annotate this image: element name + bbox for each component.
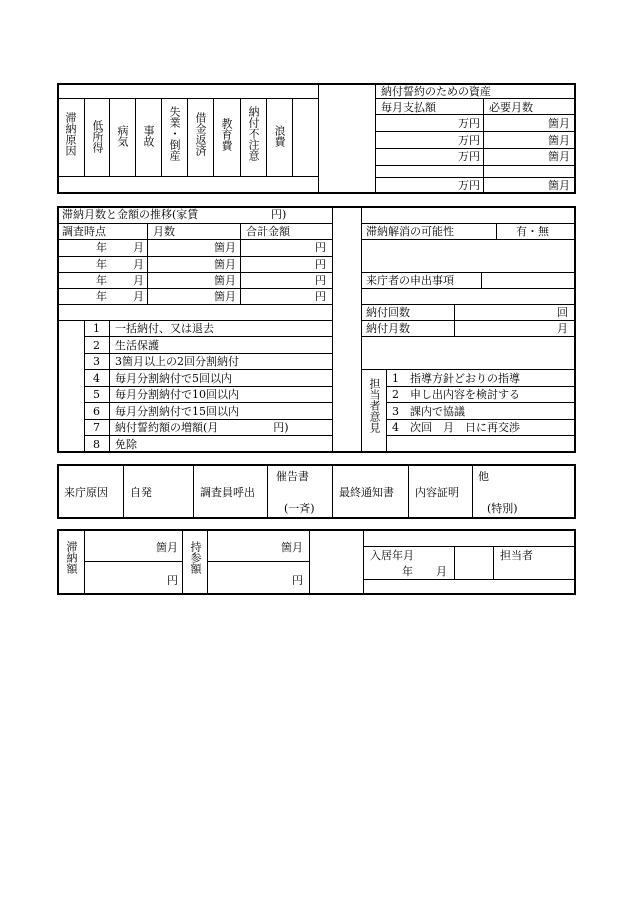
arrears-table [57, 529, 576, 595]
trend-year: 年 [96, 290, 107, 303]
opinion-num: 3 [392, 405, 399, 418]
officer-label: 担当者 [500, 549, 533, 562]
trend-yen: 円 [315, 241, 326, 254]
payment-months-label: 納付月数 [366, 322, 410, 335]
opinion-renegotiate[interactable]: 次回 月 日に再交渉 [410, 421, 520, 434]
reasons-header: 滞納原因 [64, 112, 77, 156]
reason-accident[interactable]: 事故 [142, 125, 155, 147]
reason-waste[interactable]: 浪費 [273, 125, 286, 147]
option-5-installments[interactable]: 毎月分割納付で5回以内 [115, 372, 232, 385]
required-months-label: 必要月数 [489, 101, 533, 114]
reason-illness[interactable]: 病気 [116, 125, 129, 147]
months-unit: 箇月 [548, 134, 570, 147]
payment-count-unit: 回 [557, 306, 568, 319]
option-10-installments[interactable]: 毎月分割納付で10回以内 [115, 388, 239, 401]
option-increase-amount[interactable]: 納付誓約額の増額(月 円) [115, 421, 289, 434]
col-time: 調査時点 [62, 225, 106, 238]
visit-other[interactable]: 他 [478, 470, 489, 483]
option-15-installments[interactable]: 毎月分割納付で15回以内 [115, 405, 239, 418]
monthly-payment-label: 毎月支払額 [381, 101, 436, 114]
visit-certified[interactable]: 内容証明 [415, 486, 459, 499]
reason-carelessness[interactable]: 納付不注意 [247, 106, 260, 161]
reason-unemployment[interactable]: 失業・倒産 [168, 106, 181, 161]
opinion-num: 1 [392, 372, 399, 385]
resolution-value[interactable]: 有・無 [516, 225, 549, 238]
option-num: 6 [93, 405, 100, 418]
opinion-review-request[interactable]: 申し出内容を検討する [410, 388, 520, 401]
reason-low-income[interactable]: 低所得 [91, 120, 104, 153]
col-total: 合計金額 [246, 225, 290, 238]
option-num: 8 [93, 438, 100, 451]
assets-title: 納付誓約のための資産 [381, 85, 491, 98]
arrears-yen-unit: 円 [167, 574, 178, 587]
visitor-label: 来庁者の申出事項 [366, 274, 454, 287]
brought-yen-unit: 円 [292, 574, 303, 587]
opinion-internal-discussion[interactable]: 課内で協議 [410, 405, 465, 418]
visit-final-notice[interactable]: 最終通知書 [339, 486, 394, 499]
col-months: 月数 [153, 225, 175, 238]
officer-opinion-label: 担当者意見 [368, 378, 381, 433]
option-num: 3 [93, 355, 100, 368]
trend-month: 月 [133, 241, 144, 254]
trend-months-unit: 箇月 [214, 290, 236, 303]
payment-count-label: 納付回数 [366, 306, 410, 319]
trend-month: 月 [133, 258, 144, 271]
trend-year: 年 [96, 258, 107, 271]
move-in-year: 年 [402, 565, 413, 578]
visit-voluntary[interactable]: 自発 [130, 486, 152, 499]
trend-year: 年 [96, 241, 107, 254]
option-lump-sum[interactable]: 一括納付、又は退去 [115, 322, 214, 335]
visit-investigator-call[interactable]: 調査員呼出 [200, 486, 255, 499]
reason-debt[interactable]: 借金返済 [194, 112, 207, 156]
reason-education[interactable]: 教育費 [220, 118, 233, 151]
trend-month: 月 [133, 274, 144, 287]
amount-unit: 万円 [458, 150, 480, 163]
trend-months-unit: 箇月 [214, 258, 236, 271]
resolution-label: 滞納解消の可能性 [366, 225, 454, 238]
opinion-follow-policy[interactable]: 指導方針どおりの指導 [410, 372, 520, 385]
payment-months-unit: 月 [557, 322, 568, 335]
opinion-num: 4 [392, 421, 399, 434]
brought-months-unit: 箇月 [281, 541, 303, 554]
visit-reminder-sub: (一斉) [284, 502, 315, 515]
option-num: 4 [93, 372, 100, 385]
option-two-installments[interactable]: 3箇月以上の2回分割納付 [115, 355, 239, 368]
arrears-months-unit: 箇月 [156, 541, 178, 554]
amount-unit: 万円 [458, 117, 480, 130]
trend-month: 月 [133, 290, 144, 303]
trend-title-unit: 円) [271, 208, 287, 221]
visit-reminder[interactable]: 催告書 [276, 470, 309, 483]
trend-months-unit: 箇月 [214, 241, 236, 254]
visit-other-sub: (特別) [487, 502, 518, 515]
option-num: 7 [93, 421, 100, 434]
move-in-month: 月 [436, 565, 447, 578]
months-unit: 箇月 [548, 150, 570, 163]
option-exemption[interactable]: 免除 [115, 438, 137, 451]
option-num: 5 [93, 388, 100, 401]
visit-reason-label: 来庁原因 [64, 486, 108, 499]
months-unit: 箇月 [548, 117, 570, 130]
trend-year: 年 [96, 274, 107, 287]
option-num: 1 [93, 322, 100, 335]
trend-yen: 円 [315, 290, 326, 303]
trend-yen: 円 [315, 274, 326, 287]
trend-months-unit: 箇月 [214, 274, 236, 287]
amount-unit: 万円 [458, 134, 480, 147]
option-welfare[interactable]: 生活保護 [115, 339, 159, 352]
trend-yen: 円 [315, 258, 326, 271]
move-in-label: 入居年月 [370, 549, 414, 562]
months-unit: 箇月 [548, 179, 570, 192]
opinion-num: 2 [392, 388, 399, 401]
option-num: 2 [93, 339, 100, 352]
arrears-label: 滞納額 [65, 541, 78, 574]
trend-title: 滞納月数と金額の推移(家賃 [62, 208, 199, 221]
brought-label: 持参額 [189, 541, 202, 574]
amount-unit: 万円 [458, 179, 480, 192]
